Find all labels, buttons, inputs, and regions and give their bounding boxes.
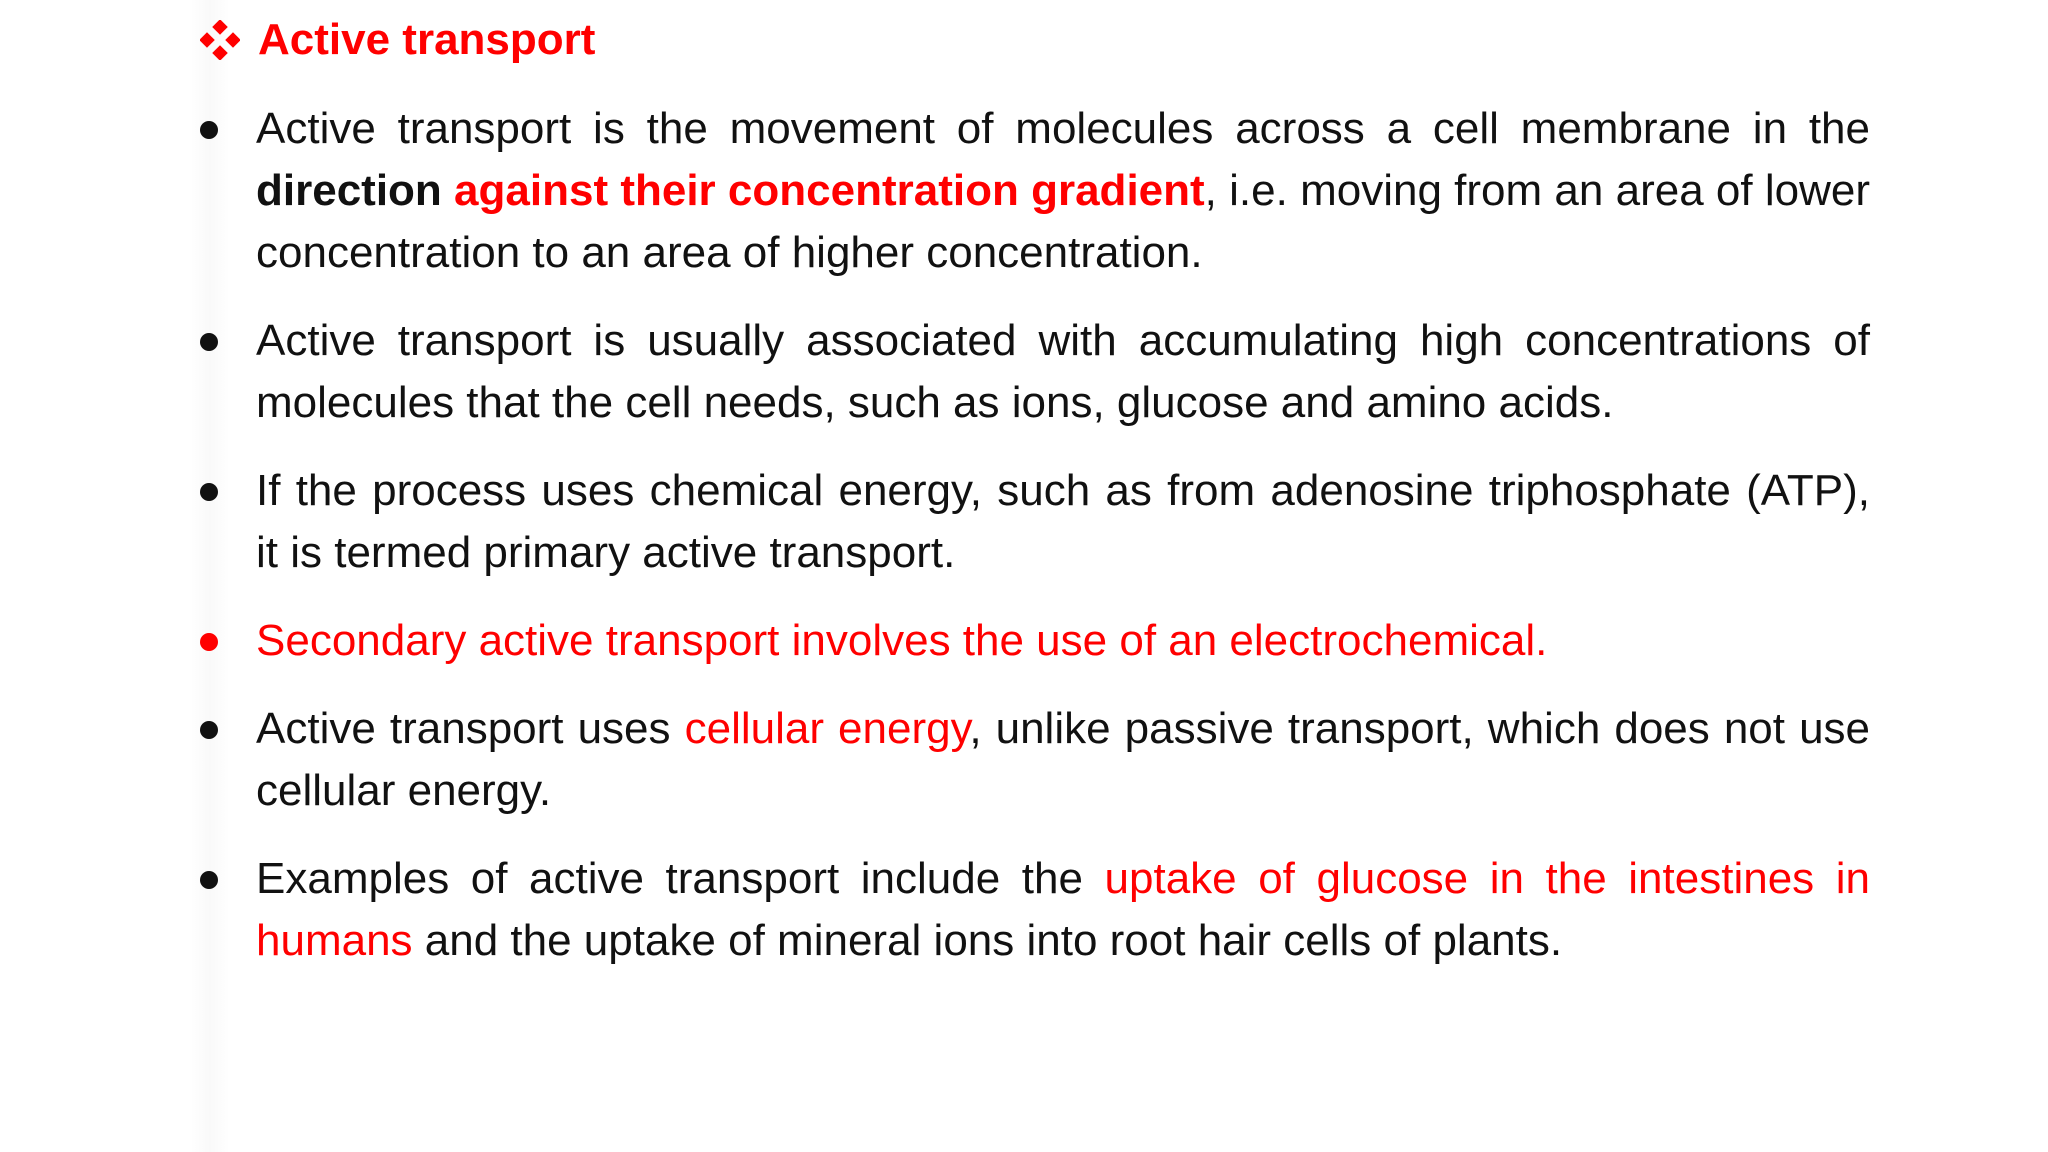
diamond-cluster-icon [200, 20, 240, 60]
bullet-text: Examples of active transport include the uptake of glucose in the intestines in humans and the uptake of mineral ions into root hair cells of plants. [256, 854, 1870, 965]
highlight-text: Secondary active transport involves the use of an electrochemical. [256, 616, 1548, 665]
bullet-text: Active transport is the movement of molecules across a cell membrane in the direction against their concentration gradient, i.e. moving from an area of lower concentration to an area of higher concentration. [256, 104, 1870, 277]
slide-heading [200, 14, 595, 66]
highlight-text: uptake of glucose in the intestines in humans [256, 854, 1870, 965]
bullet-item [200, 610, 1870, 672]
highlight-text: against their concentration gradient [454, 166, 1205, 215]
bullet-dot [200, 633, 218, 651]
bullet-dot [200, 871, 218, 889]
heading-title: Active transport [258, 15, 596, 64]
bullet-item [200, 848, 1870, 972]
highlight-text: cellular energy [684, 704, 970, 753]
bullet-dot [200, 121, 218, 139]
bullet-item [200, 98, 1870, 284]
bullet-text: Active transport is usually associated with accumulating high concentrations of molecules that the cell needs, such as ions, glucose and amino acids. [256, 316, 1870, 427]
bullet-item [200, 310, 1870, 434]
bullet-text: If the process uses chemical energy, such as from adenosine triphosphate (ATP), it is termed primary active transport. [256, 466, 1870, 577]
bullet-dot [200, 483, 218, 501]
bullet-text [256, 616, 1547, 665]
bullet-item [200, 460, 1870, 584]
bullet-item [200, 698, 1870, 822]
bullet-dot [200, 721, 218, 739]
bullet-list [200, 98, 1870, 998]
bullet-text: Active transport uses cellular energy, unlike passive transport, which does not use cellular energy. [256, 704, 1871, 815]
bullet-dot [200, 333, 218, 351]
